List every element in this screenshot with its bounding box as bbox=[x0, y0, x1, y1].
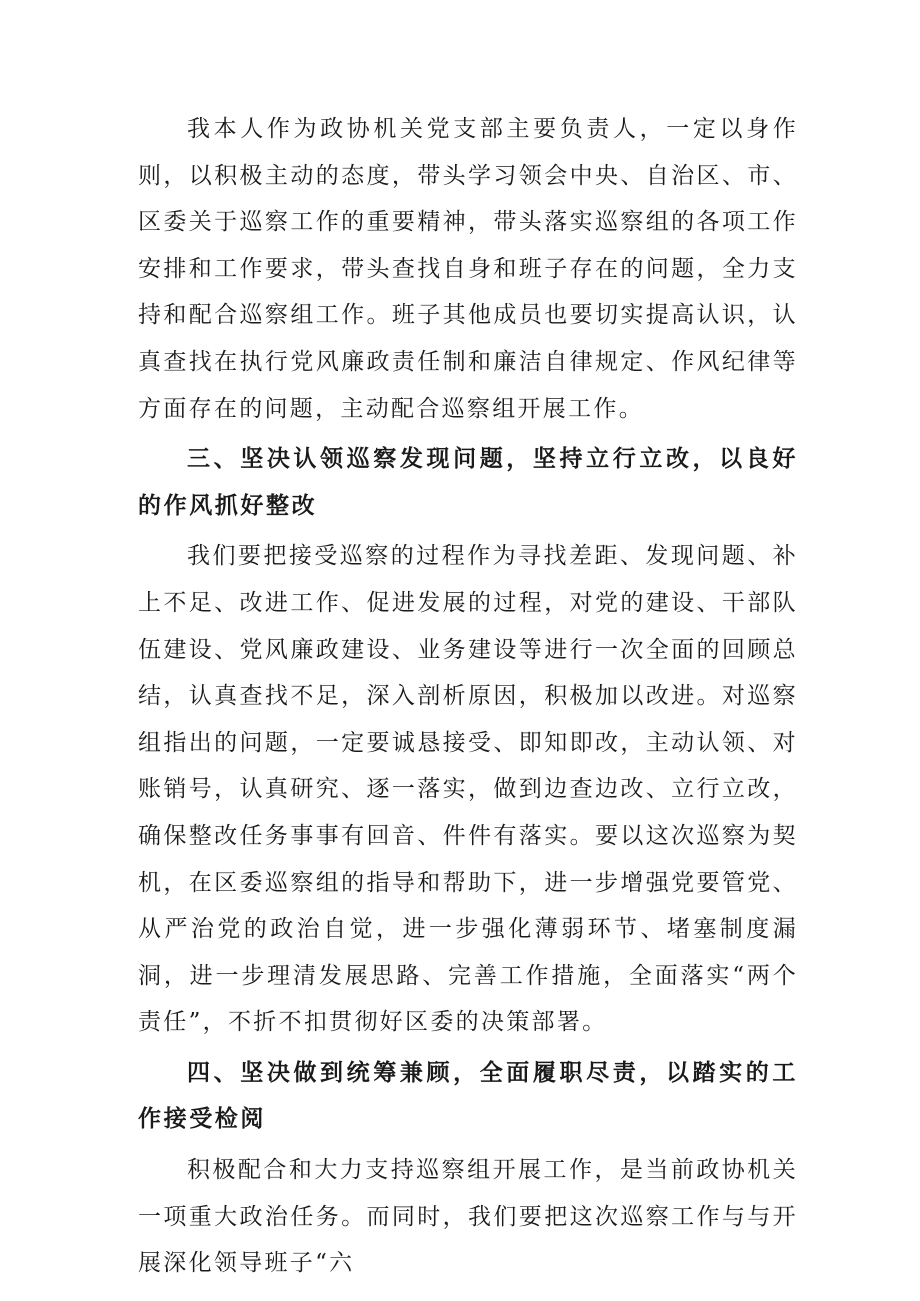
paragraph-rectification: 我们要把接受巡察的过程作为寻找差距、发现问题、补上不足、改进工作、促进发展的过程，对党的建设、干部队伍建设、党风廉政建设、业务建设等进行一次全面的回顾总结，认真查找不足，深入剖析原因，积极加以改进。对巡察组指出的问题，一定要诚恳接受、即知即改，主动认领、对账销号，认真研究、逐一落实，做到边查边改、立行立改，确保整改任务事事有回音、件件有落实。要以这次巡察为契机，在区委巡察组的指导和帮助下，进一步增强党要管党、从严治党的政治自觉，进一步强化薄弱环节、堵塞制度漏洞，进一步理清发展思路、完善工作措施，全面落实“两个责任”，不折不扣贯彻好区委的决策部署。 bbox=[138, 543, 798, 1036]
section-heading-three: 三、坚决认领巡察发现问题，坚持立行立改，以良好的作风抓好整改 bbox=[138, 446, 798, 519]
document-body bbox=[138, 106, 798, 1291]
section-heading-four: 四、坚决做到统筹兼顾，全面履职尽责，以踏实的工作接受检阅 bbox=[138, 1059, 798, 1133]
paragraph-political-task: 积极配合和大力支持巡察组开展工作，是当前政协机关一项重大政治任务。而同时，我们要把这次巡察工作与与开展深化领导班子“六 bbox=[138, 1157, 798, 1277]
paragraph-leadership-commitment: 我本人作为政协机关党支部主要负责人，一定以身作则，以积极主动的态度，带头学习领会中央、自治区、市、区委关于巡察工作的重要精神，带头落实巡察组的各项工作安排和工作要求，带头查找自身和班子存在的问题，全力支持和配合巡察组工作。班子其他成员也要切实提高认识，认真查找在执行党风廉政责任制和廉洁自律规定、作风纪律等方面存在的问题，主动配合巡察组开展工作。 bbox=[138, 116, 798, 422]
